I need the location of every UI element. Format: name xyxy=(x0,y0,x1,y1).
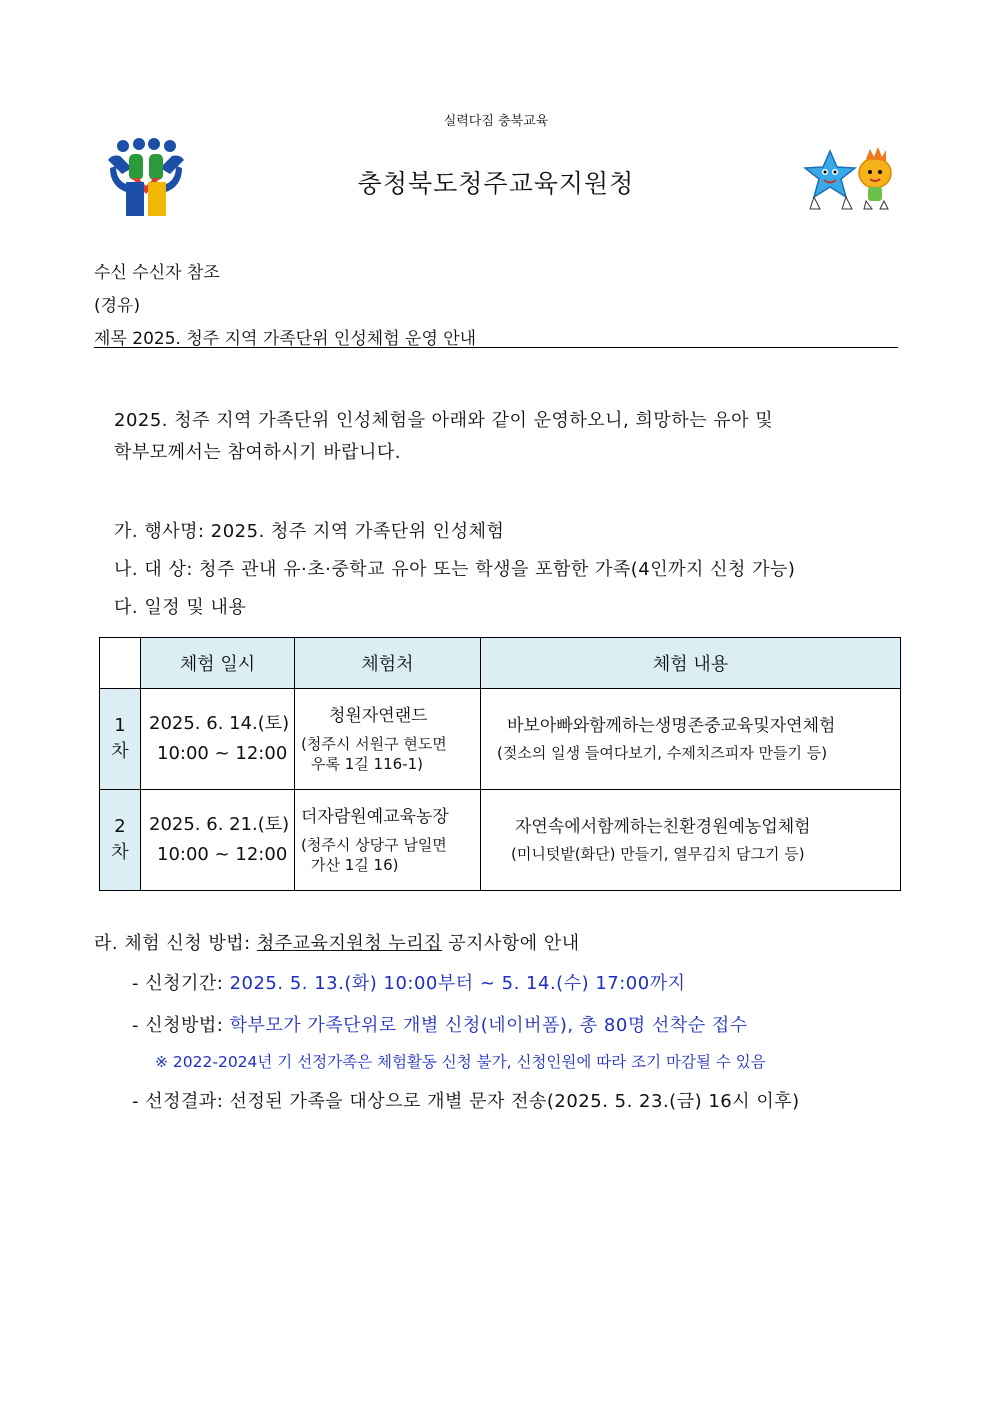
item-target: 나. 대 상: 청주 관내 유·초·중학교 유아 또는 학생을 포함한 가족(4인까지 신청 가능) xyxy=(114,559,796,580)
apply-method-value: 학부모가 가족단위로 개별 신청(네이버폼), 총 80명 선착순 접수 xyxy=(229,1015,748,1036)
header-content: 체험 내용 xyxy=(481,638,901,689)
item-schedule: 다. 일정 및 내용 xyxy=(114,597,247,618)
round-number: 1 xyxy=(114,715,126,736)
table-row xyxy=(100,689,901,790)
header-place: 체험처 xyxy=(295,638,481,689)
place-address-2: 우록 1길 116-1) xyxy=(311,755,423,773)
schedule-table xyxy=(99,637,901,891)
round-number: 2 xyxy=(114,816,126,837)
event-date: 2025. 6. 21.(토) xyxy=(149,814,290,835)
round-cell xyxy=(100,689,141,790)
mascot-logo xyxy=(800,147,896,213)
content-cell xyxy=(481,790,901,891)
subject-value: 2025. 청주 지역 가족단위 인성체험 운영 안내 xyxy=(132,329,477,349)
apply-period-line xyxy=(132,969,686,995)
place-address-2: 가산 1길 16) xyxy=(311,856,399,874)
place-name: 더자람원예교육농장 xyxy=(301,807,449,827)
content-cell xyxy=(481,689,901,790)
event-time: 10:00 ~ 12:00 xyxy=(157,743,288,764)
portal-link[interactable]: 청주교육지원청 누리집 xyxy=(256,933,442,954)
place-name: 청원자연랜드 xyxy=(329,706,428,726)
table-row xyxy=(100,790,901,891)
content-title: 바보아빠와함께하는생명존중교육및자연체험 xyxy=(507,716,836,736)
apply-result-line: - 선정결과: 선정된 가족을 대상으로 개별 문자 전송(2025. 5. 23.(금) 16시 이후) xyxy=(132,1091,800,1112)
item-apply-method xyxy=(94,929,580,955)
recipient-label: 수신 xyxy=(94,263,127,283)
date-cell xyxy=(141,790,295,891)
apply-period-label: - 신청기간: xyxy=(132,973,230,994)
header-date: 체험 일시 xyxy=(141,638,295,689)
apply-note: ※ 2022-2024년 기 선정가족은 체험활동 신청 불가, 신청인원에 따라 조기 마감될 수 있음 xyxy=(155,1053,766,1071)
table-header-row xyxy=(100,638,901,689)
place-cell xyxy=(295,689,481,790)
event-date: 2025. 6. 14.(토) xyxy=(149,713,290,734)
place-address-1: (청주시 상당구 남일면 xyxy=(301,836,447,854)
apply-period-value: 2025. 5. 13.(화) 10:00부터 ~ 5. 14.(수) 17:00까지 xyxy=(229,973,686,994)
subject-label: 제목 xyxy=(94,329,127,349)
date-cell xyxy=(141,689,295,790)
round-cell xyxy=(100,790,141,891)
header-divider xyxy=(94,347,898,348)
place-address-1: (청주시 서원구 현도면 xyxy=(301,735,447,753)
content-detail: (미니텃밭(화단) 만들기, 열무김치 담그기 등) xyxy=(511,845,805,863)
content-detail: (젖소의 일생 들여다보기, 수제치즈피자 만들기 등) xyxy=(497,744,828,762)
round-unit: 차 xyxy=(111,741,129,762)
org-name: 충청북도청주교육지원청 xyxy=(357,169,635,198)
apply-suffix: 공지사항에 안내 xyxy=(442,933,580,954)
subject-line xyxy=(94,324,476,349)
slogan: 실력다짐 충북교육 xyxy=(443,114,549,129)
via-line: (경유) xyxy=(94,296,141,316)
intro-line-2: 학부모께서는 참여하시기 바랍니다. xyxy=(114,442,401,463)
apply-method-label: - 신청방법: xyxy=(132,1015,230,1036)
intro-line-1: 2025. 청주 지역 가족단위 인성체험을 아래와 같이 운영하오니, 희망하는 유아 및 xyxy=(114,410,774,431)
content-title: 자연속에서함께하는친환경원예농업체험 xyxy=(515,817,811,837)
event-time: 10:00 ~ 12:00 xyxy=(157,844,288,865)
item-event-name: 가. 행사명: 2025. 청주 지역 가족단위 인성체험 xyxy=(114,521,505,542)
round-unit: 차 xyxy=(111,842,129,863)
apply-prefix: 라. 체험 신청 방법: xyxy=(94,933,257,954)
recipient-value: 수신자 참조 xyxy=(132,263,220,283)
header-blank-cell xyxy=(100,638,141,689)
apply-method-line xyxy=(132,1011,748,1037)
place-cell xyxy=(295,790,481,891)
recipient-line xyxy=(94,258,220,283)
